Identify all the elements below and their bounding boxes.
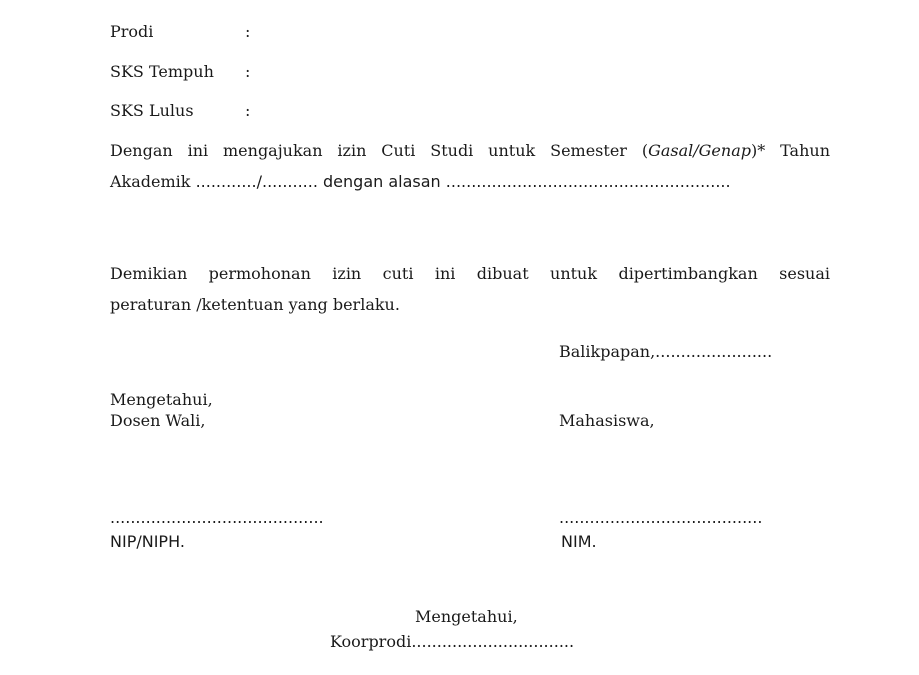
request-line-1 [110, 141, 830, 160]
field-label-prodi: Prodi [110, 22, 154, 41]
place-date: Balikpapan,....................... [559, 342, 773, 361]
mahasiswa-label: Mahasiswa, [559, 411, 655, 430]
koorprodi-label: Koorprodi................................ [330, 632, 575, 651]
left-signature-line: .......................................... [110, 508, 324, 527]
field-label-sks-lulus: SKS Lulus [110, 101, 194, 120]
nip-label: NIP/NIPH. [110, 532, 185, 551]
field-colon-sks-tempuh: : [245, 62, 251, 81]
request-line-1-end: )* Tahun [750, 141, 830, 160]
field-label-sks-tempuh: SKS Tempuh [110, 62, 214, 81]
request-line-1-start: Dengan ini mengajukan izin Cuti Studi untuk Semester ( [110, 141, 649, 160]
field-colon-prodi: : [245, 22, 251, 41]
request-line-2 [110, 172, 731, 191]
nim-label: NIM. [561, 532, 597, 551]
closing-line-1: Demikian permohonan izin cuti ini dibuat untuk dipertimbangkan sesuai [110, 264, 830, 283]
right-signature-line: ........................................ [559, 508, 763, 527]
request-line-2-rest: ............/........... dengan alasan ........................................................ [190, 172, 731, 191]
closing-line-2: peraturan /ketentuan yang berlaku. [110, 295, 400, 314]
left-acknowledge: Mengetahui, [110, 390, 213, 409]
coordinator-acknowledge: Mengetahui, [415, 607, 518, 626]
dosen-wali-label: Dosen Wali, [110, 411, 206, 430]
request-line-2-label: Akademik [110, 172, 191, 191]
semester-options: Gasal/Genap [648, 141, 751, 160]
field-colon-sks-lulus: : [245, 101, 251, 120]
